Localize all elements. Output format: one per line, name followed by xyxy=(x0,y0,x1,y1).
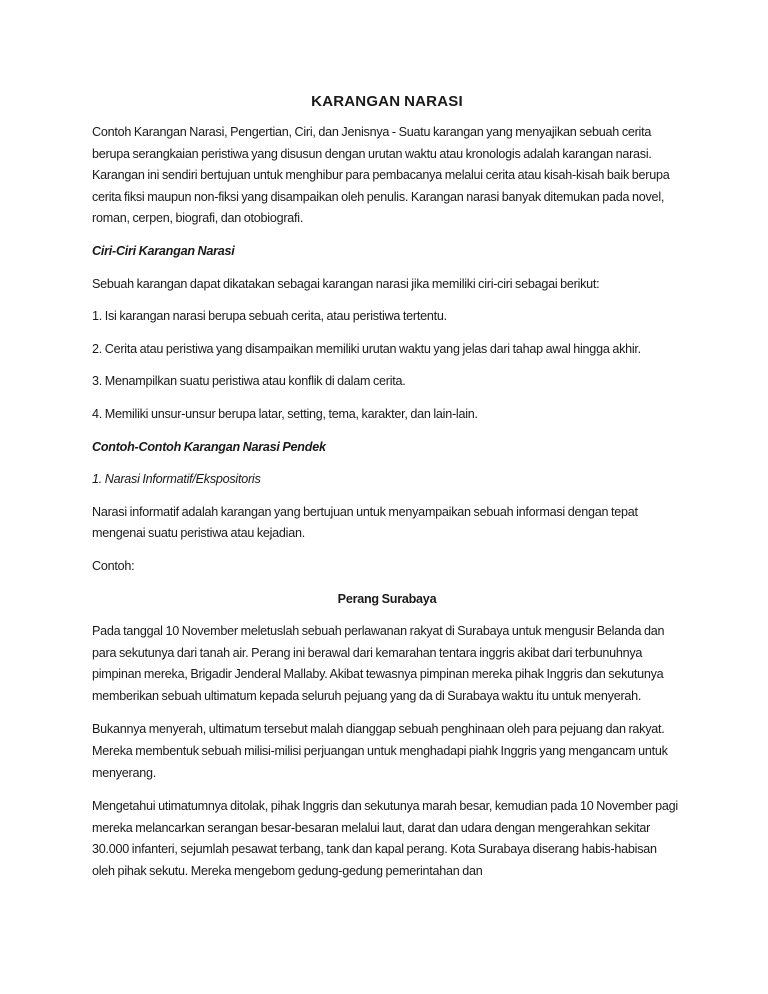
document-page xyxy=(92,90,682,894)
story-paragraph-2: Bukannya menyerah, ultimatum tersebut malah dianggap sebuah penghinaan oleh para pejuang dan rakyat. Mereka membentuk sebuah milisi-milisi perjuangan untuk menghadapi piahk Inggris yang mengancam untuk menyerang. xyxy=(92,722,668,780)
informatif-definition: Narasi informatif adalah karangan yang bertujuan untuk menyampaikan sebuah informasi dengan tepat mengenai suatu peristiwa atau kejadian. xyxy=(92,504,638,541)
document-title: KARANGAN NARASI xyxy=(311,93,463,110)
contoh-heading: Contoh-Contoh Karangan Narasi Pendek xyxy=(92,439,326,454)
story-paragraph-1: Pada tanggal 10 November meletuslah sebuah perlawanan rakyat di Surabaya untuk mengusir Belanda dan para sekutunya dari tanah air. Perang ini berawal dari kemarahan tentara inggris akibat dari terbunuhnya pimpinan mereka, Brigadir Jenderal Mallaby. Akibat tewasnya pimpinan mereka pihak Inggris dan sekutunya memberikan sebuah ultimatum kepada seluruh pejuang yang da di Surabaya waktu itu untuk menyerah. xyxy=(92,624,665,703)
ciri-item-3: 3. Menampilkan suatu peristiwa atau konflik di dalam cerita. xyxy=(92,374,406,389)
ciri-item-4: 4. Memiliki unsur-unsur berupa latar, setting, tema, karakter, dan lain-lain. xyxy=(92,406,478,421)
story-title: Perang Surabaya xyxy=(337,591,437,606)
contoh-label: Contoh: xyxy=(92,558,135,573)
ciri-heading: Ciri-Ciri Karangan Narasi xyxy=(92,243,235,258)
ciri-item-2: 2. Cerita atau peristiwa yang disampaikan memiliki urutan waktu yang jelas dari tahap awal hingga akhir. xyxy=(92,341,641,356)
ciri-item-1: 1. Isi karangan narasi berupa sebuah cerita, atau peristiwa tertentu. xyxy=(92,309,447,324)
intro-paragraph: Contoh Karangan Narasi, Pengertian, Ciri, dan Jenisnya - Suatu karangan yang menyajikan sebuah cerita berupa serangkaian peristiwa yang disusun dengan urutan waktu atau kronologis adalah karangan narasi. Karangan ini sendiri bertujuan untuk menghibur para pembacanya melalui cerita atau kisah-kisah baik berupa cerita fiksi maupun non-fiksi yang disampaikan oleh penulis. Karangan narasi banyak ditemukan pada novel, roman, cerpen, biografi, dan otobiografi. xyxy=(92,125,670,226)
ciri-intro-paragraph: Sebuah karangan dapat dikatakan sebagai karangan narasi jika memiliki ciri-ciri sebagai berikut: xyxy=(92,276,600,291)
story-paragraph-3: Mengetahui utimatumnya ditolak, pihak Inggris dan sekutunya marah besar, kemudian pada 10 November pagi mereka melancarkan serangan besar-besaran melalui laut, darat dan udara dengan mengerahkan sekitar 30.000 infanteri, sejumlah pesawat terbang, tank dan kapal perang. Kota Surabaya diserang habis-habisan oleh pihak sekutu. Mereka mengebom gedung-gedung pemerintahan dan xyxy=(92,799,678,879)
informatif-subheading: 1. Narasi Informatif/Ekspositoris xyxy=(92,472,261,487)
